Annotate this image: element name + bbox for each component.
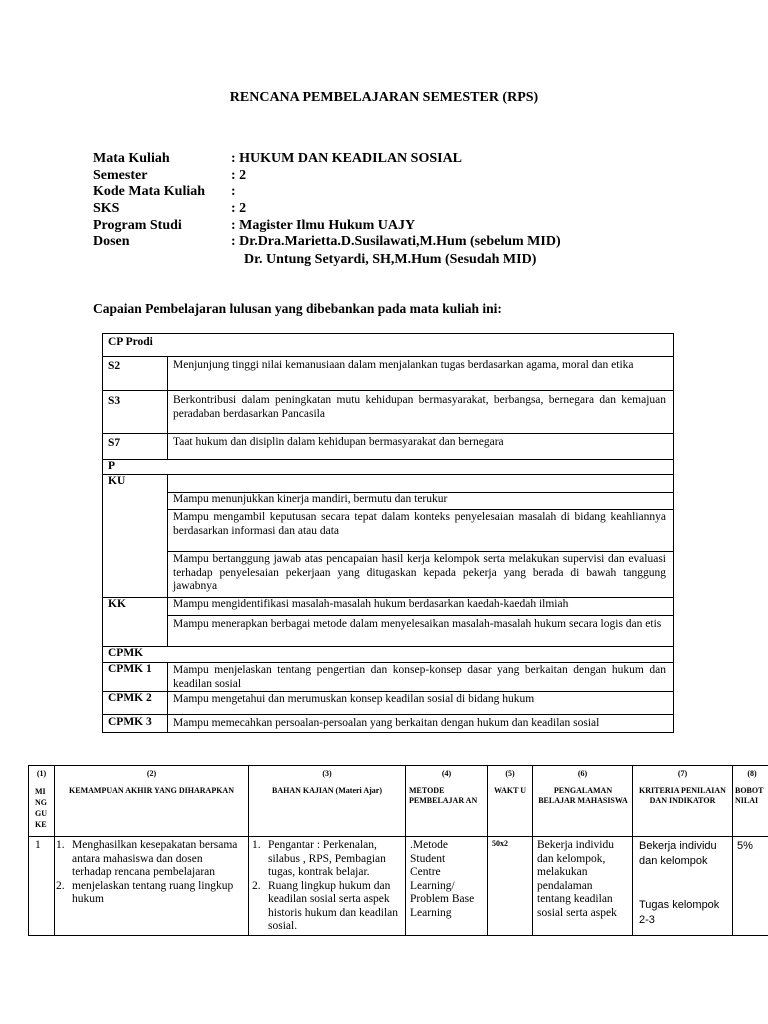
cpmk2-code: CPMK 2	[108, 692, 152, 704]
list-number: 2.	[252, 879, 261, 892]
list-item	[56, 880, 244, 907]
rps-row1-kriteria-1: Bekerja individu dan kelompok	[639, 840, 717, 867]
cpmk1-code: CPMK 1	[108, 663, 152, 675]
meta-label: Mata Kuliah	[93, 151, 170, 166]
meta-label: SKS	[93, 201, 120, 217]
meta-row-mata-kuliah	[93, 151, 561, 168]
meta-value: : HUKUM DAN KEADILAN SOSIAL	[231, 151, 463, 166]
rps-header-bahan: BAHAN KAJIAN (Materi Ajar)	[272, 786, 382, 795]
cpmk3-code: CPMK 3	[108, 716, 152, 728]
meta-row-sks	[93, 201, 561, 218]
cp-prodi-header: CP Prodi	[108, 336, 153, 348]
rps-header-metode: METODE PEMBELAJAR AN	[409, 786, 478, 805]
meta-label: Program Studi	[93, 217, 182, 233]
ku-2-text: Mampu mengambil keputusan secara tepat dalam konteks penyelesaian masalah di bidang keahliannya berdasarkan informasi dan atau data	[173, 511, 666, 537]
rps-header-pengalaman: PENGALAMAN BELAJAR MAHASISWA	[538, 786, 628, 805]
rps-row1-pengalaman: Bekerja individu dan kelompok, melakukan pendalaman tentang keadilan sosial serta aspek	[537, 839, 617, 919]
document-title: RENCANA PEMBELAJARAN SEMESTER (RPS)	[229, 90, 539, 105]
rps-header-num: (2)	[146, 769, 157, 778]
rps-header-num: (4)	[441, 769, 452, 778]
kk-1-text: Mampu mengidentifikasi masalah-masalah hukum berdasarkan kaedah-kaedah ilmiah	[173, 598, 569, 610]
meta-label: Dosen	[93, 234, 130, 250]
list-number: 1.	[56, 839, 65, 851]
rps-header-num: (6)	[577, 769, 588, 778]
s2-code: S2	[108, 360, 121, 372]
meta-dosen-second: Dr. Untung Setyardi, SH,M.Hum (Sesudah MID)	[244, 252, 537, 268]
rps-row1-waktu: 50x2	[492, 839, 508, 848]
rps-header-num: (5)	[505, 769, 515, 778]
rps-row1-week: 1	[35, 839, 41, 851]
s2-text: Menjunjung tinggi nilai kemanusiaan dalam menjalankan tugas berdasarkan agama, moral dan etika	[173, 359, 634, 371]
meta-value: : Magister Ilmu Hukum UAJY	[231, 217, 416, 233]
list-number: 1.	[252, 839, 261, 851]
meta-value: : Dr.Dra.Marietta.D.Susilawati,M.Hum (sebelum MID)	[231, 234, 561, 250]
meta-row-semester	[93, 168, 561, 185]
cpmk1-text: Mampu menjelaskan tentang pengertian dan konsep-konsep dasar yang berkaitan dengan hukum dan keadilan sosial	[173, 664, 666, 690]
kk-2-text: Mampu menerapkan berbagai metode dalam menyelesaikan masalah-masalah hukum secara logis dan etis	[173, 618, 662, 630]
s3-code: S3	[108, 395, 121, 407]
list-number: 2.	[56, 879, 65, 892]
p-cell	[102, 459, 674, 475]
meta-value: : 2	[231, 167, 247, 183]
meta-row-kode	[93, 184, 561, 201]
ku-empty-cell	[167, 474, 674, 493]
p-code: P	[108, 460, 116, 472]
cp-table	[102, 333, 674, 733]
meta-value: :	[231, 184, 236, 200]
list-text: menjelaskan tentang ruang lingkup hukum	[72, 879, 234, 905]
ku-code-cell	[102, 474, 168, 598]
rps-row1-cell-week	[28, 836, 55, 936]
meta-value: : 2	[231, 201, 247, 217]
list-item	[56, 839, 244, 880]
rps-row1-kemampuan-list	[56, 839, 244, 907]
list-item	[252, 880, 402, 934]
list-item	[252, 839, 402, 880]
ku-1-text: Mampu menunjukkan kinerja mandiri, bermutu dan terukur	[173, 493, 448, 505]
list-text: Menghasilkan kesepakatan bersama antara mahasiswa dan dosen terhadap rencana pembelajaran	[72, 839, 238, 878]
rps-header-num: (7)	[677, 769, 688, 778]
meta-label: Kode Mata Kuliah	[93, 184, 206, 200]
rps-header-kriteria: KRITERIA PENILAIAN DAN INDIKATOR	[639, 786, 726, 805]
meta-row-program-studi	[93, 218, 561, 235]
cp-prodi-header-cell	[102, 333, 674, 357]
rps-row1-bahan-list	[252, 839, 402, 934]
kk-code: KK	[108, 598, 126, 610]
rps-header-waktu: WAKT U	[493, 786, 527, 795]
cpmk-header: CPMK	[108, 647, 144, 659]
meta-label: Semester	[93, 167, 148, 183]
rps-row1-metode: .Metode Student Centre Learning/ Problem Base Learning	[410, 839, 475, 919]
rps-header-num: (8)	[747, 769, 757, 778]
list-text: Ruang lingkup hukum dan keadilan sosial serta aspek historis hukum dan keadilan sosial.	[268, 879, 398, 932]
ku-code: KU	[108, 475, 126, 487]
capaian-heading: Capaian Pembelajaran lulusan yang dibebankan pada mata kuliah ini:	[93, 301, 502, 316]
rps-table	[28, 765, 768, 936]
rps-header-kemampuan: KEMAMPUAN AKHIR YANG DIHARAPKAN	[69, 786, 234, 795]
s7-code: S7	[108, 437, 121, 449]
cpmk-header-cell	[102, 646, 674, 663]
s3-text: Berkontribusi dalam peningkatan mutu kehidupan bermasyarakat, berbangsa, bernegara dan kemajuan peradaban berdasarkan Pancasila	[173, 394, 666, 420]
rps-header-bobot: BOBOT NILAI	[735, 786, 764, 805]
rps-header-num: (3)	[322, 769, 332, 778]
cpmk2-text: Mampu mengetahui dan merumuskan konsep keadilan sosial di bidang hukum	[173, 693, 535, 705]
cpmk3-text: Mampu memecahkan persoalan-persoalan yang berkaitan dengan hukum dan keadilan sosial	[173, 717, 600, 729]
meta-row-dosen	[93, 234, 561, 251]
list-text: Pengantar : Perkenalan, silabus , RPS, Pembagian tugas, kontrak belajar.	[268, 839, 386, 878]
rps-row1-kriteria-2: Tugas kelompok 2-3	[639, 899, 720, 926]
rps-row1-bobot: 5%	[737, 840, 753, 852]
rps-header-minggu: MI NG GU KE	[35, 787, 47, 829]
rps-header-num: (1)	[36, 769, 47, 778]
ku-3-text: Mampu bertanggung jawab atas pencapaian hasil kerja kelompok serta melakukan supervisi dan evaluasi terhadap penyelesaian pekerjaan yang ditugaskan kepada pekerja yang berada di bawah tanggung jawabnya	[173, 553, 666, 592]
s7-text: Taat hukum dan disiplin dalam kehidupan bermasyarakat dan bernegara	[173, 436, 504, 448]
rps-row1-cell-waktu	[487, 836, 533, 936]
course-info	[93, 151, 561, 268]
